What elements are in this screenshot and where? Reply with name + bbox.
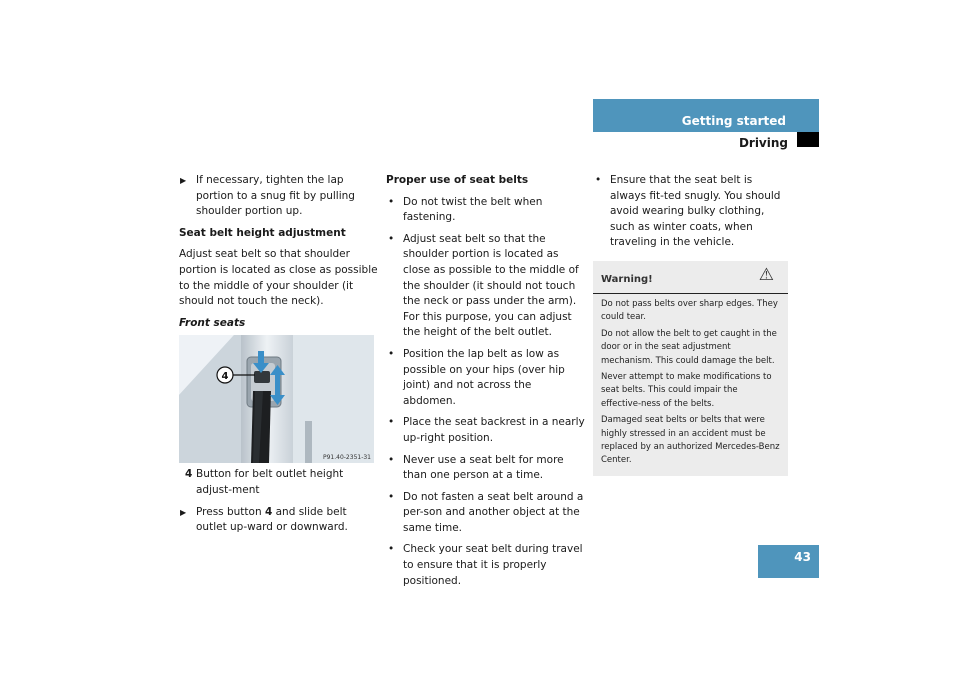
- warning-header: [593, 261, 788, 294]
- list-item: • Ensure that the seat belt is always fit-ted snugly. You should avoid wearing bulky clothing, such as winter coats, when traveling in the vehicle.: [595, 174, 781, 249]
- warning-title: Warning!: [601, 273, 653, 285]
- header-marker: [797, 132, 819, 147]
- bullet-icon: •: [388, 416, 395, 429]
- warning-body: [593, 294, 788, 476]
- list-item: • Do not fasten a seat belt around a per-son and another object at the same time.: [388, 490, 584, 534]
- instruction-step: ▶ If necessary, tighten the lap portion to a snug fit by pulling shoulder portion up.: [180, 174, 355, 218]
- warning-line: Never attempt to make modifications to seat belts. This could impair the effective-ness of the belts.: [601, 372, 772, 409]
- warning-line: Do not allow the belt to get caught in the door or in the seat adjustment mechanism. This could damage the belt.: [601, 328, 777, 366]
- legend-text: Button for belt outlet height adjust-ment: [196, 468, 344, 496]
- seat-belt-photo: [179, 335, 374, 463]
- column-3: [593, 173, 788, 476]
- subheading: Front seats: [179, 316, 246, 329]
- header-bar: [593, 99, 819, 132]
- figure-code: P91.40-2351-31: [322, 454, 371, 462]
- list-item: • Never use a seat belt for more than one person at a time.: [388, 453, 564, 482]
- list-item: • Do not twist the belt when fastening.: [388, 195, 543, 224]
- section-subtitle: Driving: [738, 136, 788, 150]
- legend-number: 4: [185, 468, 193, 481]
- bullet-icon: •: [388, 232, 395, 245]
- page-number: 43: [794, 550, 811, 564]
- bullet-icon: •: [595, 174, 602, 186]
- triangle-bullet-icon: ▶: [180, 176, 187, 185]
- instruction-step: ▶ Press button 4 and slide belt outlet up-ward or downward.: [180, 505, 348, 534]
- list-item: • Adjust seat belt so that the shoulder portion is located as close as possible to the middle of the shoulder (it should not touch the neck or pass under the arm). For this purpose, you can adjust the height of the belt outlet.: [388, 232, 579, 339]
- column-2: [386, 173, 586, 595]
- bullet-icon: •: [388, 347, 395, 360]
- list-item: • Place the seat backrest in a nearly up-right position.: [388, 416, 585, 444]
- bullet-icon: •: [388, 195, 395, 208]
- section-heading: Proper use of seat belts: [386, 174, 529, 186]
- figure-callout: 4: [221, 371, 229, 383]
- bullet-icon: •: [388, 453, 395, 466]
- bullet-icon: •: [388, 543, 395, 556]
- column-1: [179, 173, 379, 542]
- bullet-icon: •: [388, 490, 395, 503]
- warning-line: Damaged seat belts or belts that were highly stressed in an accident must be replaced by an authorized Mercedes-Benz Center.: [601, 415, 780, 466]
- figure-legend: [179, 467, 379, 498]
- page-number-box: [758, 545, 819, 578]
- paragraph: Adjust seat belt so that shoulder portion is located as close as possible to the middle of your shoulder (it should not touch the neck).: [179, 248, 378, 308]
- section-heading: Seat belt height adjustment: [179, 226, 346, 239]
- section-title: Getting started: [681, 114, 786, 128]
- list-item: • Position the lap belt as low as possible on your hips (over hip joint) and not across the abdomen.: [388, 347, 565, 407]
- warning-triangle-icon: ⚠: [758, 264, 774, 285]
- warning-line: Do not pass belts over sharp edges. They could tear.: [601, 298, 778, 323]
- warning-box: [593, 261, 788, 476]
- triangle-bullet-icon: ▶: [180, 507, 187, 517]
- list-item: • Check your seat belt during travel to ensure that it is properly positioned.: [388, 543, 583, 587]
